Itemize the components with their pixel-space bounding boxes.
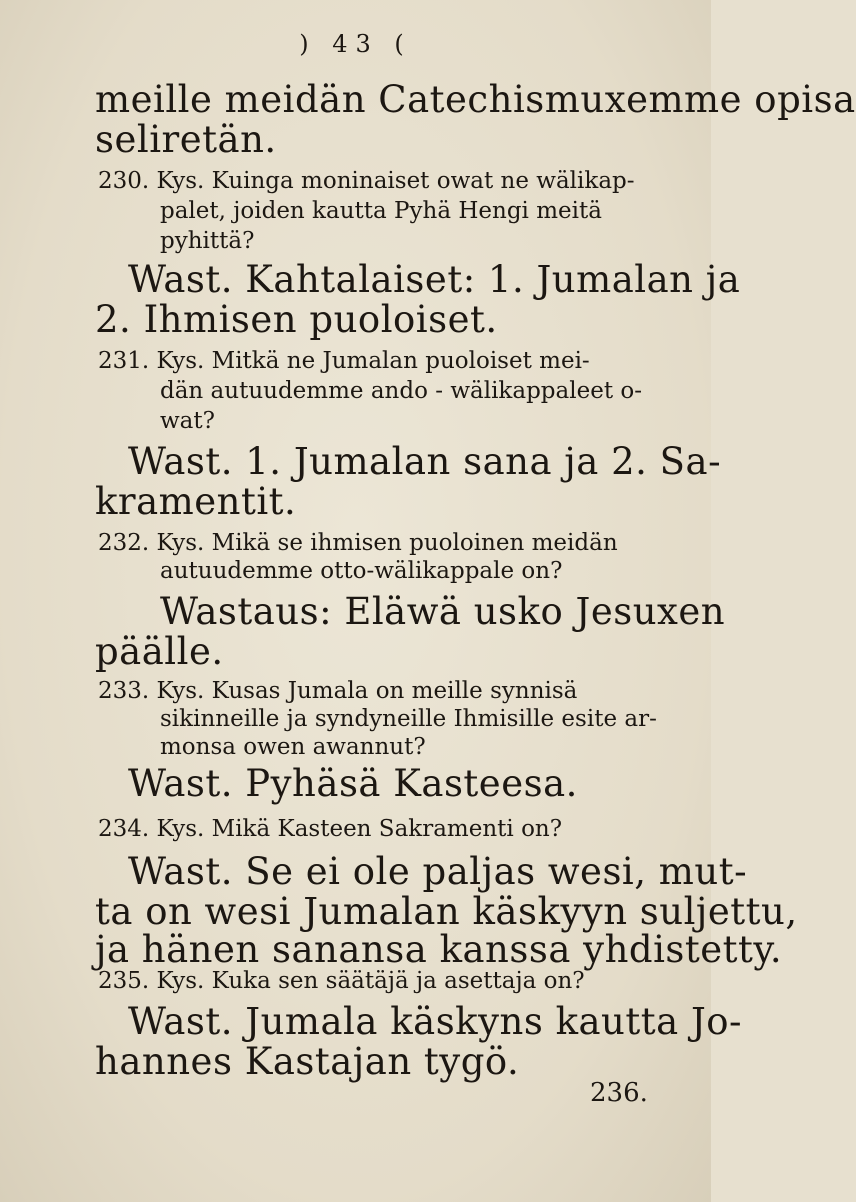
text-line: meille meidän Catechismuxemme opisa: [95, 78, 856, 121]
question-line: 235. Kys. Kuka sen säätäjä ja asettaja on?: [98, 968, 585, 994]
question-line: pyhittä?: [160, 228, 255, 254]
text-line: seliretän.: [95, 118, 277, 161]
answer-line: päälle.: [95, 630, 224, 673]
answer-line: hannes Kastajan tygö.: [95, 1040, 520, 1083]
question-line: palet, joiden kautta Pyhä Hengi meitä: [160, 198, 602, 224]
question-line: 231. Kys. Mitkä ne Jumalan puoloiset mei-: [98, 348, 590, 374]
answer-line: 2. Ihmisen puoloiset.: [95, 298, 498, 341]
question-line: autuudemme otto-wälikappale on?: [160, 558, 563, 584]
page-number-header: ) 43 (: [299, 30, 412, 58]
answer-line: Wastaus: Eläwä usko Jesuxen: [160, 590, 726, 633]
answer-line: Wast. Jumala käskyns kautta Jo-: [128, 1000, 743, 1043]
answer-line: ta on wesi Jumalan käskyyn suljettu,: [95, 890, 798, 933]
question-line: dän autuudemme ando - wälikappaleet o-: [160, 378, 642, 404]
answer-line: Wast. Se ei ole paljas wesi, mut-: [128, 850, 748, 893]
catchword: 236.: [590, 1078, 648, 1108]
answer-line: Wast. 1. Jumalan sana ja 2. Sa-: [128, 440, 722, 483]
question-line: monsa owen awannut?: [160, 734, 426, 760]
answer-line: ja hänen sanansa kanssa yhdistetty.: [95, 928, 783, 971]
question-line: 233. Kys. Kusas Jumala on meille synnisä: [98, 678, 578, 704]
question-line: sikinneille ja syndyneille Ihmisille esite ar-: [160, 706, 657, 732]
question-line: 230. Kys. Kuinga moninaiset owat ne wälikap-: [98, 168, 635, 194]
answer-line: Wast. Pyhäsä Kasteesa.: [128, 762, 578, 805]
question-line: wat?: [160, 408, 215, 434]
answer-line: kramentit.: [95, 480, 297, 523]
question-line: 234. Kys. Mikä Kasteen Sakramenti on?: [98, 816, 563, 842]
question-line: 232. Kys. Mikä se ihmisen puoloinen meidän: [98, 530, 618, 556]
answer-line: Wast. Kahtalaiset: 1. Jumalan ja: [128, 258, 741, 301]
